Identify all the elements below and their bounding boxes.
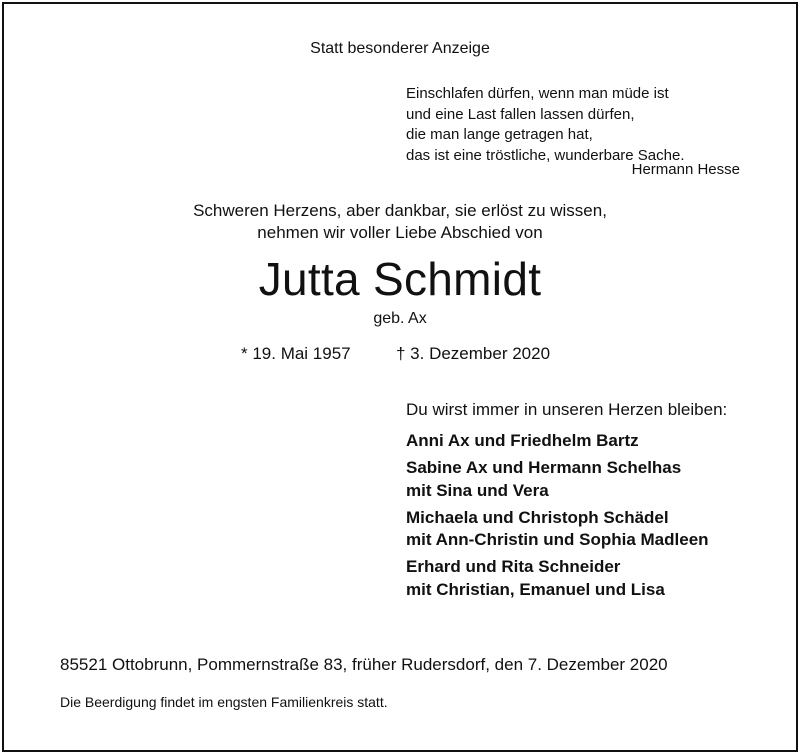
notice-header: Statt besonderer Anzeige [310,40,490,57]
poem-author: Hermann Hesse [631,161,740,178]
mourner-line: Sabine Ax und Hermann Schelhas [406,458,682,477]
death-date: † 3. Dezember 2020 [396,344,551,363]
birth-name: geb. Ax [373,310,427,327]
poem [406,84,685,166]
mourner-line: mit Sina und Vera [406,480,549,500]
intro-line-1: Schweren Herzens, aber dankbar, sie erlöst zu wissen, [193,201,607,220]
intro-text [0,200,800,244]
funeral-note: Die Beerdigung findet im engsten Familienkreis statt. [60,694,388,710]
mourner-group [406,430,709,453]
birth-date: * 19. Mai 1957 [241,344,351,363]
mourner-line: Michaela und Christoph Schädel [406,507,669,527]
mourners-list [406,430,709,606]
mourners-intro: Du wirst immer in unseren Herzen bleiben: [406,400,728,419]
place-and-date: 85521 Ottobrunn, Pommernstraße 83, früher Rudersdorf, den 7. Dezember 2020 [60,655,668,674]
mourner-line: mit Ann-Christin und Sophia Madleen [406,530,709,549]
poem-line: die man lange getragen hat, [406,126,593,143]
mourner-group [406,556,709,601]
mourner-group [406,507,709,552]
intro-line-2: nehmen wir voller Liebe Abschied von [257,223,543,242]
mourner-line: mit Christian, Emanuel und Lisa [406,579,665,599]
mourner-line: Erhard und Rita Schneider [406,557,621,576]
poem-line: Einschlafen dürfen, wenn man müde ist [406,85,669,102]
mourner-line: Anni Ax und Friedhelm Bartz [406,431,639,450]
poem-line: und eine Last fallen lassen dürfen, [406,105,635,123]
poem-line: das ist eine tröstliche, wunderbare Sache. [406,146,685,164]
mourner-group [406,457,709,502]
deceased-name: Jutta Schmidt [258,253,542,305]
